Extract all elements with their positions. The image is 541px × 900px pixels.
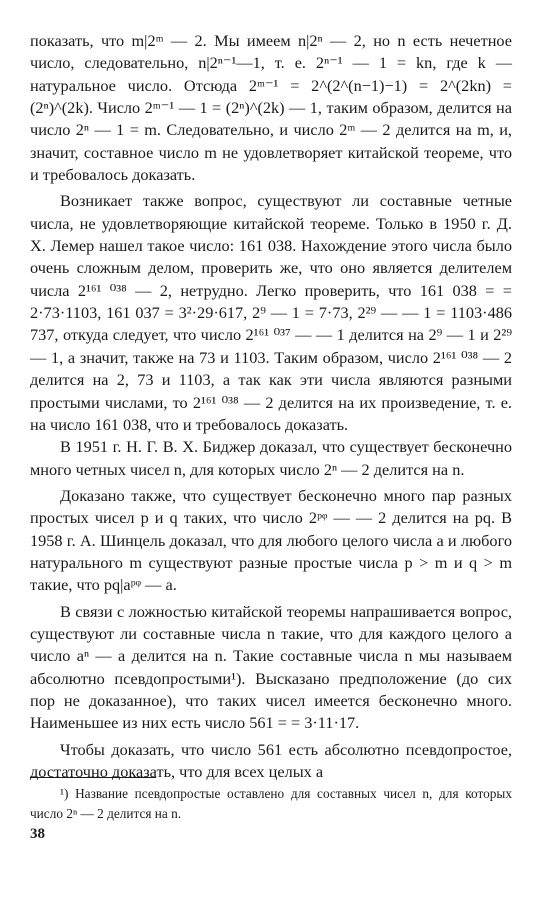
paragraph-6: Чтобы доказать, что число 561 есть абсолютно псевдопростое, достаточно доказать, что для всех целых a: [30, 739, 512, 781]
main-text: [30, 30, 512, 783]
footnote-divider: [30, 777, 156, 778]
paragraph-2: Возникает также вопрос, существуют ли составные четные числа, не удовлетворяющие китайской теореме. Только в 1950 г. Д. Х. Лемер нашел такое число: 161 038. Нахождение этого числа было очень сложным делом, проверить же, что оно является делителем числа 2¹⁶¹ ⁰³⁸ — 2, нетрудно. Легко проверить, что 161 038 = = 2·73·1103, 161 037 = 3²·29·617, 2⁹ — 1 = 7·73, 2²⁹ — — 1 = 1103·486 737, откуда следует, что число 2¹⁶¹ ⁰³⁷ — — 1 делится на 2⁹ — 1 и 2²⁹ — 1, а значит, также на 73 и 1103. Таким образом, число 2¹⁶¹ ⁰³⁸ — 2 делится на 2, 73 и 1103, а так как эти числа являются разными простыми числами, то 2¹⁶¹ ⁰³⁸ — 2 делится на их произведение, т. е. на число 161 038, что и требовалось доказать.: [30, 191, 512, 434]
paragraph-5: В связи с ложностью китайской теоремы напрашивается вопрос, существуют ли составные числа n такие, что для каждого целого a число aⁿ — a делится на n. Такие составные числа n мы называем абсолютно псевдопростыми¹). Высказано предположение (до сих пор не доказанное), что таких чисел имеется бесконечно много. Наименьшее из них есть число 561 = = 3·11·17.: [30, 601, 512, 733]
page-number: 38: [30, 826, 45, 842]
footnote: ¹) Название псевдопростые оставлено для составных чисел n, для которых число 2ⁿ — 2 делится на n.: [30, 786, 512, 821]
paragraph-1: показать, что m|2ᵐ — 2. Мы имеем n|2ⁿ — 2, но n есть нечетное число, следовательно, n|2ⁿ⁻¹—1, т. е. 2ⁿ⁻¹ — 1 = kn, где k — натуральное число. Отсюда 2ᵐ⁻¹ = 2^(2^(n−1)−1) = 2^(2kn) = (2ⁿ)^(2k). Число 2ᵐ⁻¹ — 1 = (2ⁿ)^(2k) — 1, таким образом, делится на число 2ⁿ — 1 = m. Следовательно, и число 2ᵐ — 2 делится на m, и, значит, составное число m не удовлетворяет китайской теореме, что и требовалось доказать.: [30, 31, 512, 185]
paragraph-3: В 1951 г. Н. Г. В. Х. Биджер доказал, что существует бесконечно много четных чисел n, для которых число 2ⁿ — 2 делится на n.: [30, 437, 512, 479]
paragraph-4: Доказано также, что существует бесконечно много пар разных простых чисел p и q таких, что число 2ᵖᵠ — — 2 делится на pq. В 1958 г. А. Шинцель доказал, что для любого целого числа a и любого натурального m существуют разные простые числа p > m и q > m такие, что pq|aᵖᵠ — a.: [30, 485, 512, 595]
